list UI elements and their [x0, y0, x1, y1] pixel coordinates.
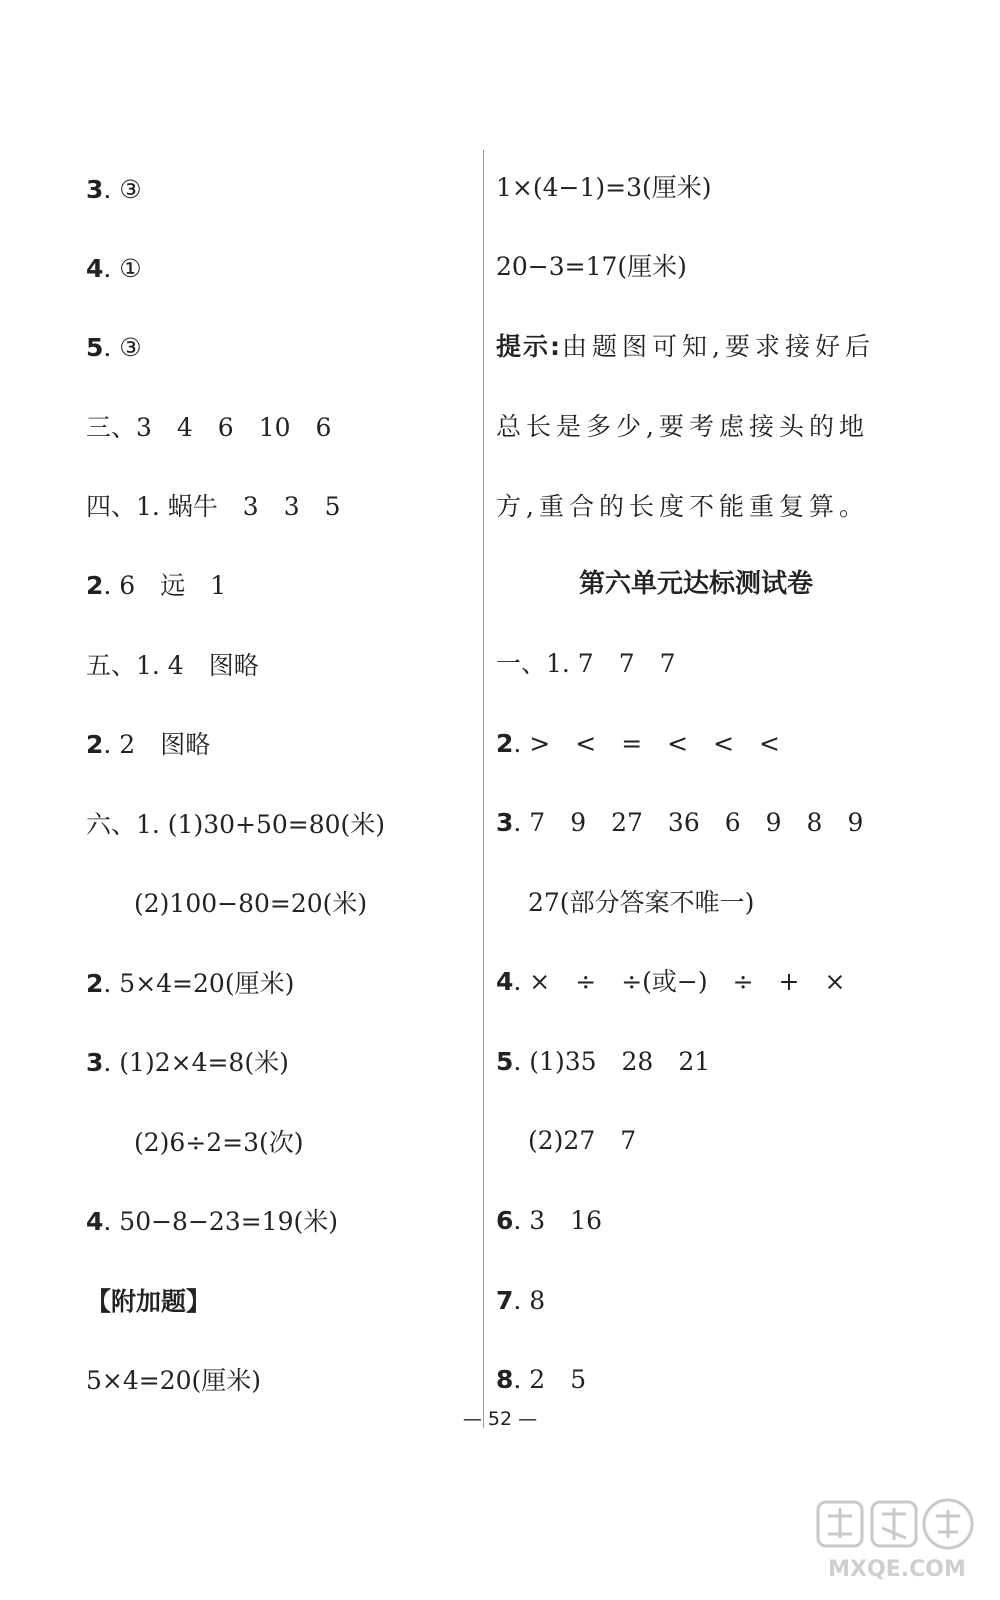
page-number: — 52 — [462, 1408, 538, 1430]
answer-line: 5. ③ [86, 333, 142, 362]
answer-line: 2. 6 远 1 [86, 571, 227, 600]
answer-line: 一、1. 7 7 7 [496, 649, 676, 678]
answer-line: 五、1. 4 图略 [86, 651, 259, 680]
answer-line: 5×4=20(厘米) [86, 1366, 262, 1395]
answer-line: 2. > < = < < < [496, 729, 780, 758]
answer-line: 27(部分答案不唯一) [528, 888, 755, 917]
answer-line: 4. × ÷ ÷(或−) ÷ + × [496, 967, 846, 996]
watermark-text: MXQE.COM [828, 1557, 966, 1582]
answer-line: (2)27 7 [528, 1126, 637, 1155]
answer-line: 3. 7 9 27 36 6 9 8 9 [496, 808, 864, 837]
answer-line: (2)6÷2=3(次) [134, 1128, 304, 1157]
answer-line: 3. (1)2×4=8(米) [86, 1048, 289, 1077]
hint-label: 提示: [496, 332, 562, 361]
hint-paragraph [496, 307, 896, 547]
answer-line: (2)100−80=20(米) [134, 889, 368, 918]
hint-body: 由题图可知,要求接好后总长是多少,要考虑接头的地方,重合的长度不能重复算。 [496, 332, 875, 521]
section-title: 第六单元达标测试卷 [578, 569, 813, 599]
answer-line: 20−3=17(厘米) [496, 252, 687, 281]
answer-line: 8. 2 5 [496, 1365, 587, 1394]
answer-line: 六、1. (1)30+50=80(米) [86, 810, 386, 839]
watermark-logo [812, 1496, 982, 1586]
answer-line: 6. 3 16 [496, 1206, 603, 1235]
answer-line: 4. 50−8−23=19(米) [86, 1207, 338, 1236]
answer-line: 4. ① [86, 254, 142, 283]
answer-line: 3. ③ [86, 175, 142, 204]
bonus-heading: 【附加题】 [86, 1287, 212, 1316]
answer-line: 2. 5×4=20(厘米) [86, 969, 295, 998]
answer-line: 三、3 4 6 10 6 [86, 413, 332, 442]
answer-line: 1×(4−1)=3(厘米) [496, 173, 712, 202]
answer-line: 5. (1)35 28 21 [496, 1047, 711, 1076]
column-divider [483, 150, 484, 1428]
answer-line: 2. 2 图略 [86, 730, 211, 759]
answer-line: 四、1. 蜗牛 3 3 5 [86, 492, 341, 521]
watermark-glyphs [818, 1500, 972, 1548]
answer-line: 7. 8 [496, 1286, 546, 1315]
